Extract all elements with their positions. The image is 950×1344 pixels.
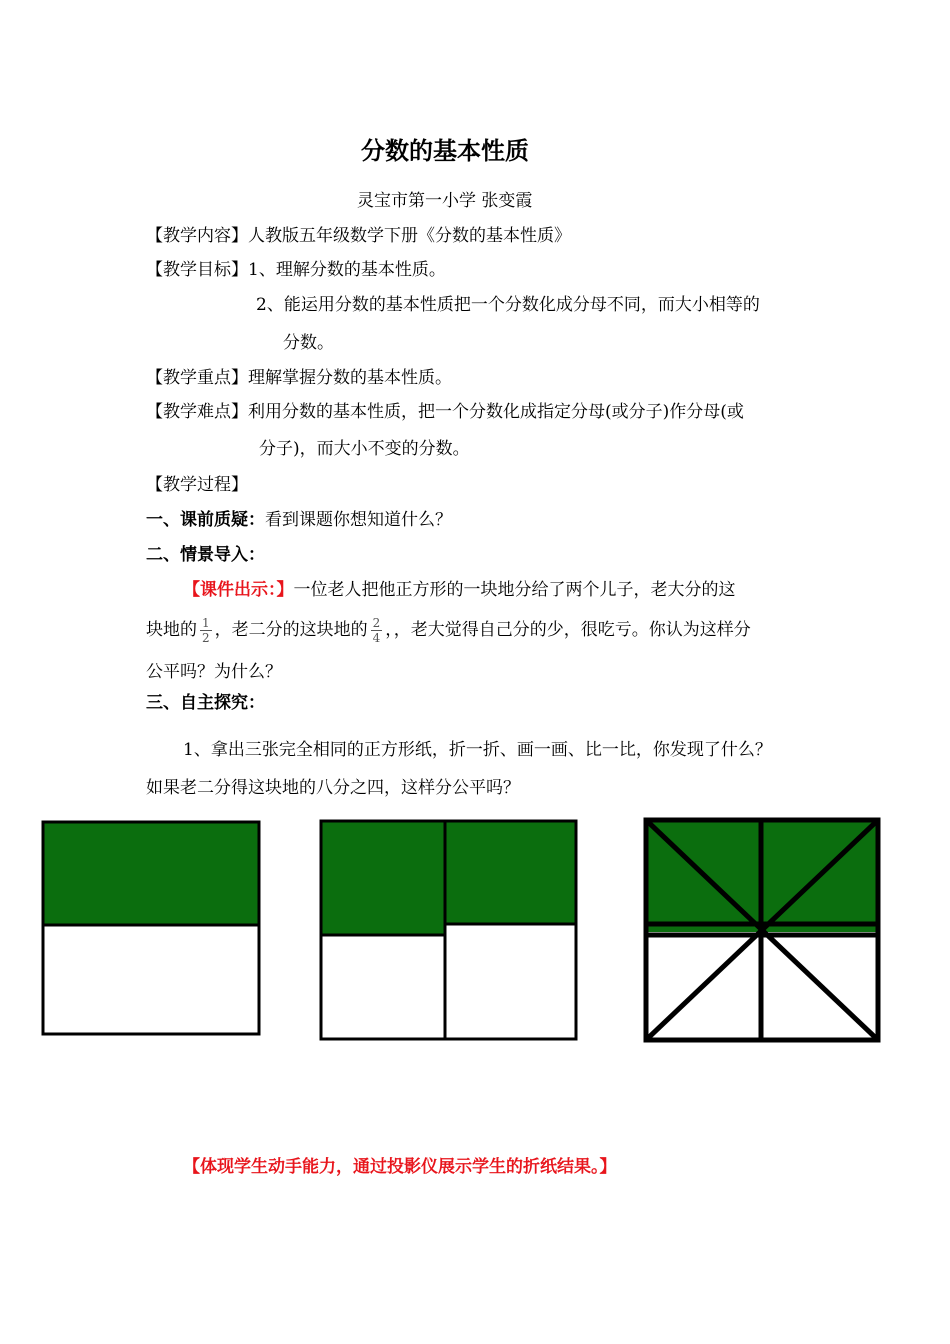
courseware-highlight: 【课件出示：】 — [183, 580, 294, 600]
section1-heading: 一、课前质疑： — [146, 510, 265, 530]
goals-item2-line1: 2、能运用分数的基本性质把一个分数化成分母不同，而大小相等的 — [256, 295, 760, 315]
difficulty-label: 【教学难点】 — [146, 402, 248, 422]
goals-item1: 1、理解分数的基本性质。 — [248, 260, 446, 280]
fig2-unshaded-gap — [445, 924, 576, 935]
section3-line2: 如果老二分得这块地的八分之四，这样分公平吗？ — [146, 778, 520, 798]
figure-2 — [321, 821, 576, 1039]
fraction-2-denominator: 4 — [372, 631, 381, 645]
goals-label: 【教学目标】 — [146, 260, 248, 280]
difficulty-line2: 分子)，而大小不变的分数。 — [259, 439, 470, 459]
section1-text: 看到课题你想知道什么？ — [265, 510, 452, 530]
content-label: 【教学内容】 — [146, 226, 248, 246]
figure-1 — [43, 822, 259, 1034]
fraction-1-denominator: 2 — [202, 631, 210, 645]
section3-line1: 1、拿出三张完全相同的正方形纸，折一折、画一画、比一比，你发现了什么？ — [183, 740, 772, 760]
figure-3 — [646, 820, 878, 1040]
content-text: 人教版五年级数学下册《分数的基本性质》 — [248, 226, 571, 246]
section2-text-2a: 块地的 — [146, 620, 197, 640]
section2-heading: 二、情景导入： — [146, 545, 265, 565]
process-label: 【教学过程】 — [146, 475, 248, 495]
fig2-shaded-right — [445, 821, 576, 924]
fig1-shaded-half — [43, 822, 259, 925]
section2-text-2c: ，，老大觉得自己分的少，很吃亏。你认为这样分 — [385, 620, 751, 640]
focus-label: 【教学重点】 — [146, 368, 248, 388]
activity-note: 【体现学生动手能力，通过投影仪展示学生的折纸结果。】 — [183, 1157, 617, 1177]
goals-item2-line2: 分数。 — [283, 333, 334, 353]
section2-text-1: 一位老人把他正方形的一块地分给了两个儿子，老大分的这 — [293, 580, 736, 600]
section3-heading: 三、自主探究： — [146, 693, 265, 713]
section2-text-2b: ，老二分的这块地的 — [214, 620, 368, 640]
page-title: 分数的基本性质 — [361, 137, 529, 165]
focus-text: 理解掌握分数的基本性质。 — [248, 368, 452, 388]
difficulty-text-1: 利用分数的基本性质，把一个分数化成指定分母(或分子)作分母(或 — [248, 402, 744, 422]
author-line: 灵宝市第一小学 张变霞 — [357, 191, 533, 211]
section2-line3: 公平吗？为什么？ — [146, 662, 282, 682]
fraction-2-numerator: 2 — [372, 616, 381, 630]
fraction-1-numerator: 1 — [202, 616, 210, 630]
